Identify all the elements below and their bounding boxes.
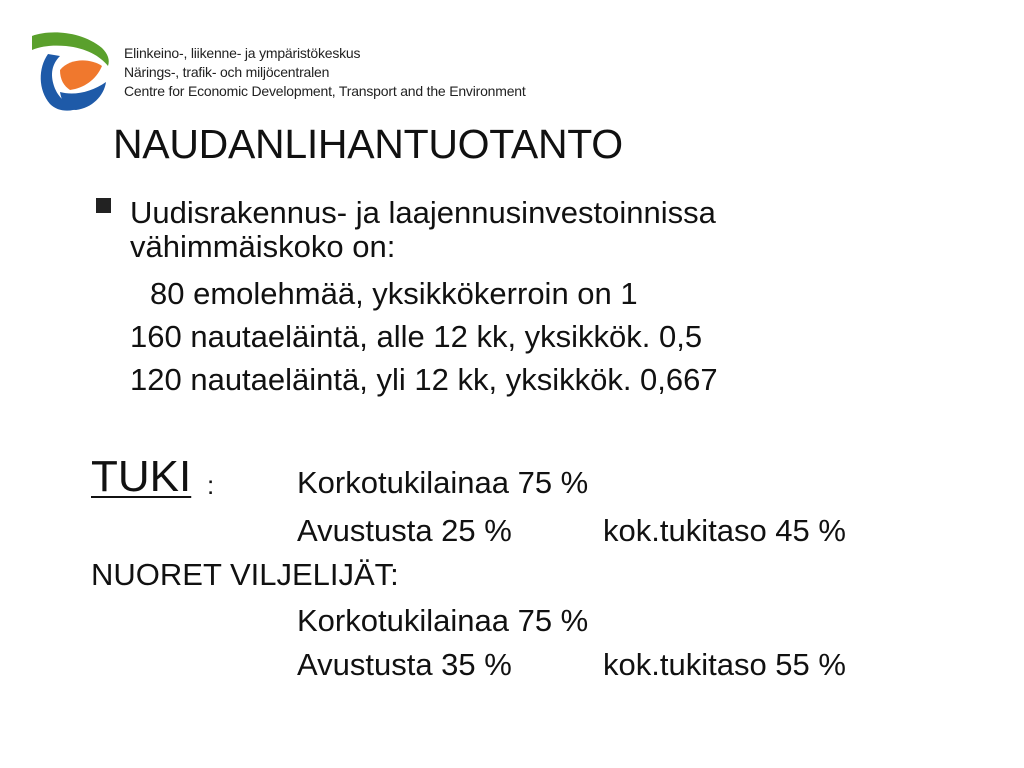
young-farmers-loan-line: Korkotukilainaa 75 %	[297, 603, 589, 638]
requirement-item: 160 nautaeläintä, alle 12 kk, yksikkök. 0,5	[130, 319, 703, 354]
support-loan-line: Korkotukilainaa 75 %	[297, 465, 589, 500]
organization-names	[124, 44, 526, 101]
support-total-level: kok.tukitaso 45 %	[603, 513, 846, 548]
bullet-text-line-1: Uudisrakennus- ja laajennusinvestoinnissa	[130, 195, 716, 230]
young-farmers-total-level: kok.tukitaso 55 %	[603, 647, 846, 682]
requirement-item: 120 nautaeläintä, yli 12 kk, yksikkök. 0,667	[130, 362, 718, 397]
support-label-colon: :	[207, 470, 215, 500]
requirement-item: 80 emolehmää, yksikkökerroin on 1	[150, 276, 638, 311]
support-label: TUKI	[91, 452, 192, 501]
bullet-square-icon	[96, 198, 111, 213]
org-name-sv: Närings-, trafik- och miljöcentralen	[124, 64, 330, 80]
org-name-en: Centre for Economic Development, Transport and the Environment	[124, 83, 526, 99]
slide-title: NAUDANLIHANTUOTANTO	[113, 121, 623, 167]
young-farmers-grant-line: Avustusta 35 %	[297, 647, 512, 682]
ely-logo-icon	[30, 30, 110, 112]
ely-logo	[30, 30, 110, 112]
org-name-fi: Elinkeino-, liikenne- ja ympäristökeskus	[124, 45, 361, 61]
bullet-text-line-2: vähimmäiskoko on:	[130, 229, 396, 264]
young-farmers-label: NUORET VILJELIJÄT:	[91, 557, 399, 592]
support-grant-line: Avustusta 25 %	[297, 513, 512, 548]
